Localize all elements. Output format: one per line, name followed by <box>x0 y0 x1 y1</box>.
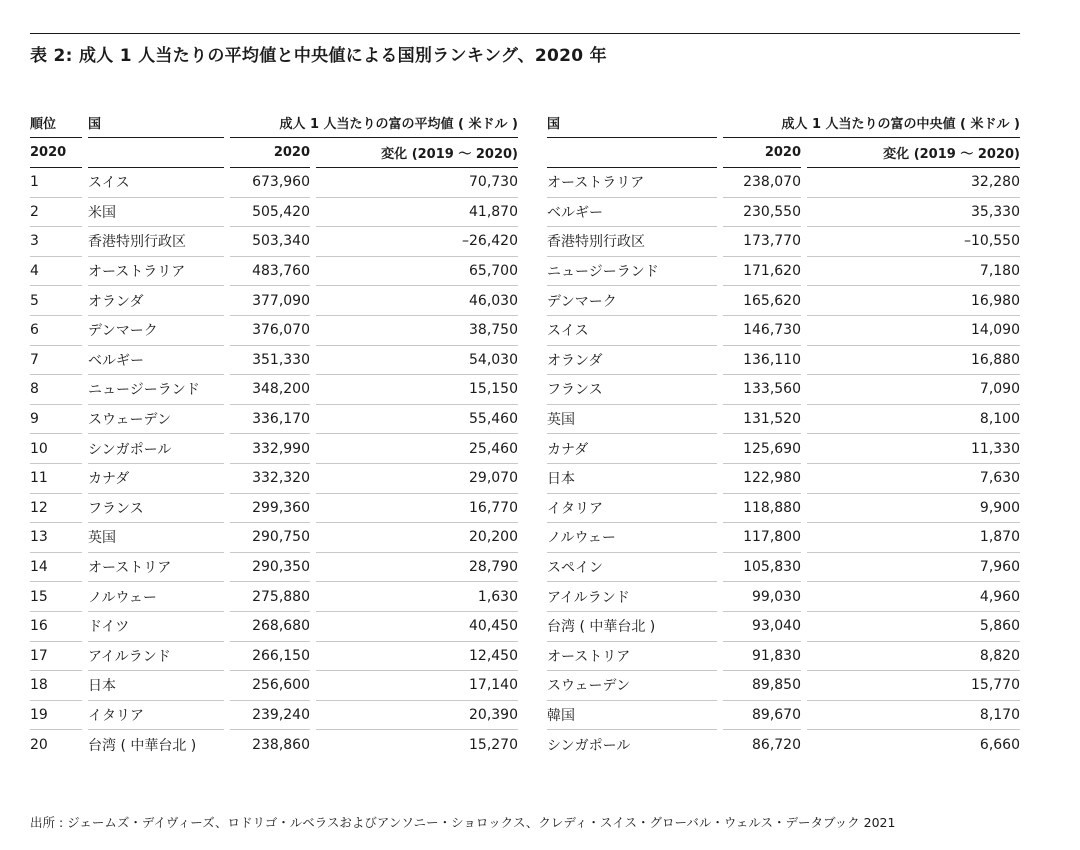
mean-value-cell: 673,960 <box>230 168 310 198</box>
median-change-cell: 4,960 <box>807 582 1020 612</box>
mean-change-cell: 29,070 <box>316 464 518 494</box>
mean-value-cell: 299,360 <box>230 494 310 524</box>
table-row <box>30 168 518 198</box>
median-value-cell: 131,520 <box>723 405 801 435</box>
country-cell: 英国 <box>88 523 224 553</box>
median-value-cell: 89,850 <box>723 671 801 701</box>
median-value-cell: 105,830 <box>723 553 801 583</box>
median-value-cell: 125,690 <box>723 434 801 464</box>
table-row <box>547 464 1020 494</box>
median-value-cell: 171,620 <box>723 257 801 287</box>
median-value-cell: 122,980 <box>723 464 801 494</box>
country-cell: ニュージーランド <box>547 257 717 287</box>
median-value-cell: 117,800 <box>723 523 801 553</box>
mean-value-cell: 290,350 <box>230 553 310 583</box>
mean-change-cell: 28,790 <box>316 553 518 583</box>
rank-cell: 15 <box>30 582 82 612</box>
country-cell: 香港特別行政区 <box>547 227 717 257</box>
median-value-cell: 173,770 <box>723 227 801 257</box>
mean-change-cell: 20,200 <box>316 523 518 553</box>
table-row <box>547 553 1020 583</box>
median-wealth-group-header: 成人 1 人当たりの富の中央値 ( 米ドル ) <box>723 107 1020 138</box>
country-cell: オランダ <box>88 286 224 316</box>
table-row <box>30 671 518 701</box>
rank-cell: 20 <box>30 736 48 753</box>
source-note: 出所 : ジェームズ・デイヴィーズ、ロドリゴ・ルベラスおよびアンソニー・ショロックス、クレディ・スイス・グローバル・ウェルス・データブック 2021 <box>30 815 896 830</box>
mean-change-cell: 70,730 <box>316 168 518 198</box>
country-cell: オーストラリア <box>547 168 717 198</box>
country-cell: 日本 <box>547 464 717 494</box>
mean-change-cell: 12,450 <box>316 642 518 672</box>
median-value-cell: 118,880 <box>723 494 801 524</box>
mean-wealth-table <box>30 107 518 759</box>
table-row <box>30 642 518 672</box>
mean-change-header: 変化 (2019 ～ 2020) <box>316 138 518 168</box>
mean-value-cell: 239,240 <box>230 701 310 731</box>
country-cell: スイス <box>547 316 717 346</box>
mean-value-cell: 376,070 <box>230 316 310 346</box>
table-row <box>30 286 518 316</box>
rank-cell: 9 <box>30 405 82 435</box>
median-change-cell: 14,090 <box>807 316 1020 346</box>
median-change-cell: 35,330 <box>807 198 1020 228</box>
table-row <box>547 286 1020 316</box>
median-change-cell: 9,900 <box>807 494 1020 524</box>
median-value-cell: 146,730 <box>723 316 801 346</box>
country-cell: スペイン <box>547 553 717 583</box>
median-change-cell: 7,960 <box>807 553 1020 583</box>
rank-cell: 6 <box>30 316 82 346</box>
country-header: 国 <box>88 107 224 138</box>
mean-change-cell: 17,140 <box>316 671 518 701</box>
country-cell: オーストラリア <box>88 257 224 287</box>
table-row <box>547 198 1020 228</box>
median-change-cell: 6,660 <box>979 736 1020 753</box>
table-row <box>547 671 1020 701</box>
table-row <box>547 494 1020 524</box>
country-cell: アイルランド <box>88 642 224 672</box>
mean-value-cell: 268,680 <box>230 612 310 642</box>
mean-value-cell: 238,860 <box>252 736 310 753</box>
mean-value-cell: 483,760 <box>230 257 310 287</box>
mean-value-cell: 351,330 <box>230 346 310 376</box>
mean-value-cell: 348,200 <box>230 375 310 405</box>
table-row <box>547 227 1020 257</box>
median-change-cell: 5,860 <box>807 612 1020 642</box>
median-value-cell: 133,560 <box>723 375 801 405</box>
rank-cell: 13 <box>30 523 82 553</box>
rank-cell: 17 <box>30 642 82 672</box>
mean-year-header: 2020 <box>230 138 310 168</box>
rank-cell: 1 <box>30 168 82 198</box>
mean-value-cell: 266,150 <box>230 642 310 672</box>
country-cell: 日本 <box>88 671 224 701</box>
table-row <box>30 316 518 346</box>
table-row <box>30 494 518 524</box>
table-row <box>30 405 518 435</box>
mean-change-cell: 41,870 <box>316 198 518 228</box>
median-change-cell: 15,770 <box>807 671 1020 701</box>
mean-wealth-group-header: 成人 1 人当たりの富の平均値 ( 米ドル ) <box>230 107 518 138</box>
median-year-header: 2020 <box>723 138 801 168</box>
country-cell: オランダ <box>547 346 717 376</box>
country-cell: オーストリア <box>547 642 717 672</box>
median-value-cell: 165,620 <box>723 286 801 316</box>
table-row <box>547 316 1020 346</box>
mean-value-cell: 377,090 <box>230 286 310 316</box>
country-cell: 台湾 ( 中華台北 ) <box>88 737 197 754</box>
table-row <box>30 582 518 612</box>
rank-cell: 8 <box>30 375 82 405</box>
country-cell: 米国 <box>88 198 224 228</box>
median-value-cell: 238,070 <box>723 168 801 198</box>
median-change-cell: 7,630 <box>807 464 1020 494</box>
mean-value-cell: 503,340 <box>230 227 310 257</box>
country-cell: ベルギー <box>547 198 717 228</box>
rank-cell: 18 <box>30 671 82 701</box>
table-row <box>30 612 518 642</box>
country-cell: スウェーデン <box>88 405 224 435</box>
median-change-header: 変化 (2019 ～ 2020) <box>807 138 1020 168</box>
country-cell: 英国 <box>547 405 717 435</box>
country-cell: フランス <box>547 375 717 405</box>
rank-cell: 16 <box>30 612 82 642</box>
country-cell: ベルギー <box>88 346 224 376</box>
table-row <box>547 612 1020 642</box>
median-change-cell: 7,090 <box>807 375 1020 405</box>
table-row <box>547 730 1020 759</box>
country-cell: デンマーク <box>547 286 717 316</box>
table-row <box>547 642 1020 672</box>
country-cell: 台湾 ( 中華台北 ) <box>547 612 717 642</box>
table-row <box>547 434 1020 464</box>
country-cell: イタリア <box>547 494 717 524</box>
mean-change-cell: 54,030 <box>316 346 518 376</box>
country-cell: イタリア <box>88 701 224 731</box>
country-cell: ニュージーランド <box>88 375 224 405</box>
rank-cell: 14 <box>30 553 82 583</box>
mean-change-cell: 55,460 <box>316 405 518 435</box>
page-title: 表 2: 成人 1 人当たりの平均値と中央値による国別ランキング、2020 年 <box>30 46 607 66</box>
median-change-cell: 8,100 <box>807 405 1020 435</box>
mean-change-cell: 20,390 <box>316 701 518 731</box>
median-change-cell: 11,330 <box>807 434 1020 464</box>
median-change-cell: 8,820 <box>807 642 1020 672</box>
table-row <box>547 523 1020 553</box>
table-row <box>547 346 1020 376</box>
rank-header: 順位 <box>30 107 82 138</box>
table-row <box>30 730 518 759</box>
mean-value-cell: 275,880 <box>230 582 310 612</box>
median-value-cell: 136,110 <box>723 346 801 376</box>
mean-change-cell: 65,700 <box>316 257 518 287</box>
mean-change-cell: 46,030 <box>316 286 518 316</box>
country-cell: スウェーデン <box>547 671 717 701</box>
table-row <box>30 198 518 228</box>
median-value-cell: 230,550 <box>723 198 801 228</box>
table-row <box>30 434 518 464</box>
table-row <box>30 227 518 257</box>
country-cell: 韓国 <box>547 701 717 731</box>
table-row <box>30 257 518 287</box>
country-cell: ノルウェー <box>547 523 717 553</box>
table-row <box>30 701 518 731</box>
median-change-cell: 16,880 <box>807 346 1020 376</box>
mean-value-cell: 505,420 <box>230 198 310 228</box>
median-wealth-table <box>547 107 1020 759</box>
mean-value-cell: 336,170 <box>230 405 310 435</box>
mean-value-cell: 332,320 <box>230 464 310 494</box>
mean-change-cell: 40,450 <box>316 612 518 642</box>
mean-change-cell: 1,630 <box>316 582 518 612</box>
median-change-cell: 32,280 <box>807 168 1020 198</box>
country-cell: オーストリア <box>88 553 224 583</box>
table-row <box>547 168 1020 198</box>
mean-change-cell: 16,770 <box>316 494 518 524</box>
country-header: 国 <box>547 107 717 138</box>
country-cell: ドイツ <box>88 612 224 642</box>
top-rule <box>30 33 1020 34</box>
median-value-cell: 86,720 <box>752 736 801 753</box>
country-cell: スイス <box>88 168 224 198</box>
table-row <box>547 405 1020 435</box>
table-row <box>30 553 518 583</box>
table-row <box>30 523 518 553</box>
rank-cell: 10 <box>30 434 82 464</box>
mean-change-cell: 15,270 <box>469 736 518 753</box>
median-value-cell: 91,830 <box>723 642 801 672</box>
country-cell: シンガポール <box>547 737 631 754</box>
median-value-cell: 99,030 <box>723 582 801 612</box>
rank-cell: 7 <box>30 346 82 376</box>
mean-value-cell: 256,600 <box>230 671 310 701</box>
median-change-cell: 8,170 <box>807 701 1020 731</box>
mean-value-cell: 290,750 <box>230 523 310 553</box>
table-row <box>547 375 1020 405</box>
country-cell: ノルウェー <box>88 582 224 612</box>
rank-cell: 3 <box>30 227 82 257</box>
rank-cell: 19 <box>30 701 82 731</box>
median-change-cell: –10,550 <box>807 227 1020 257</box>
median-value-cell: 89,670 <box>723 701 801 731</box>
mean-change-cell: –26,420 <box>316 227 518 257</box>
table-row <box>547 582 1020 612</box>
median-change-cell: 16,980 <box>807 286 1020 316</box>
mean-change-cell: 25,460 <box>316 434 518 464</box>
rank-cell: 4 <box>30 257 82 287</box>
table-row <box>547 701 1020 731</box>
rank-cell: 2 <box>30 198 82 228</box>
mean-value-cell: 332,990 <box>230 434 310 464</box>
rank-cell: 11 <box>30 464 82 494</box>
country-cell: フランス <box>88 494 224 524</box>
mean-change-cell: 15,150 <box>316 375 518 405</box>
country-cell: アイルランド <box>547 582 717 612</box>
country-cell: カナダ <box>547 434 717 464</box>
median-change-cell: 1,870 <box>807 523 1020 553</box>
country-cell: デンマーク <box>88 316 224 346</box>
table-row <box>30 464 518 494</box>
table-row <box>547 257 1020 287</box>
table-row <box>30 346 518 376</box>
rank-year-header: 2020 <box>30 138 82 168</box>
rank-cell: 12 <box>30 494 82 524</box>
table-row <box>30 375 518 405</box>
country-cell: 香港特別行政区 <box>88 227 224 257</box>
rank-cell: 5 <box>30 286 82 316</box>
country-cell: カナダ <box>88 464 224 494</box>
mean-change-cell: 38,750 <box>316 316 518 346</box>
country-cell: シンガポール <box>88 434 224 464</box>
median-value-cell: 93,040 <box>723 612 801 642</box>
median-change-cell: 7,180 <box>807 257 1020 287</box>
